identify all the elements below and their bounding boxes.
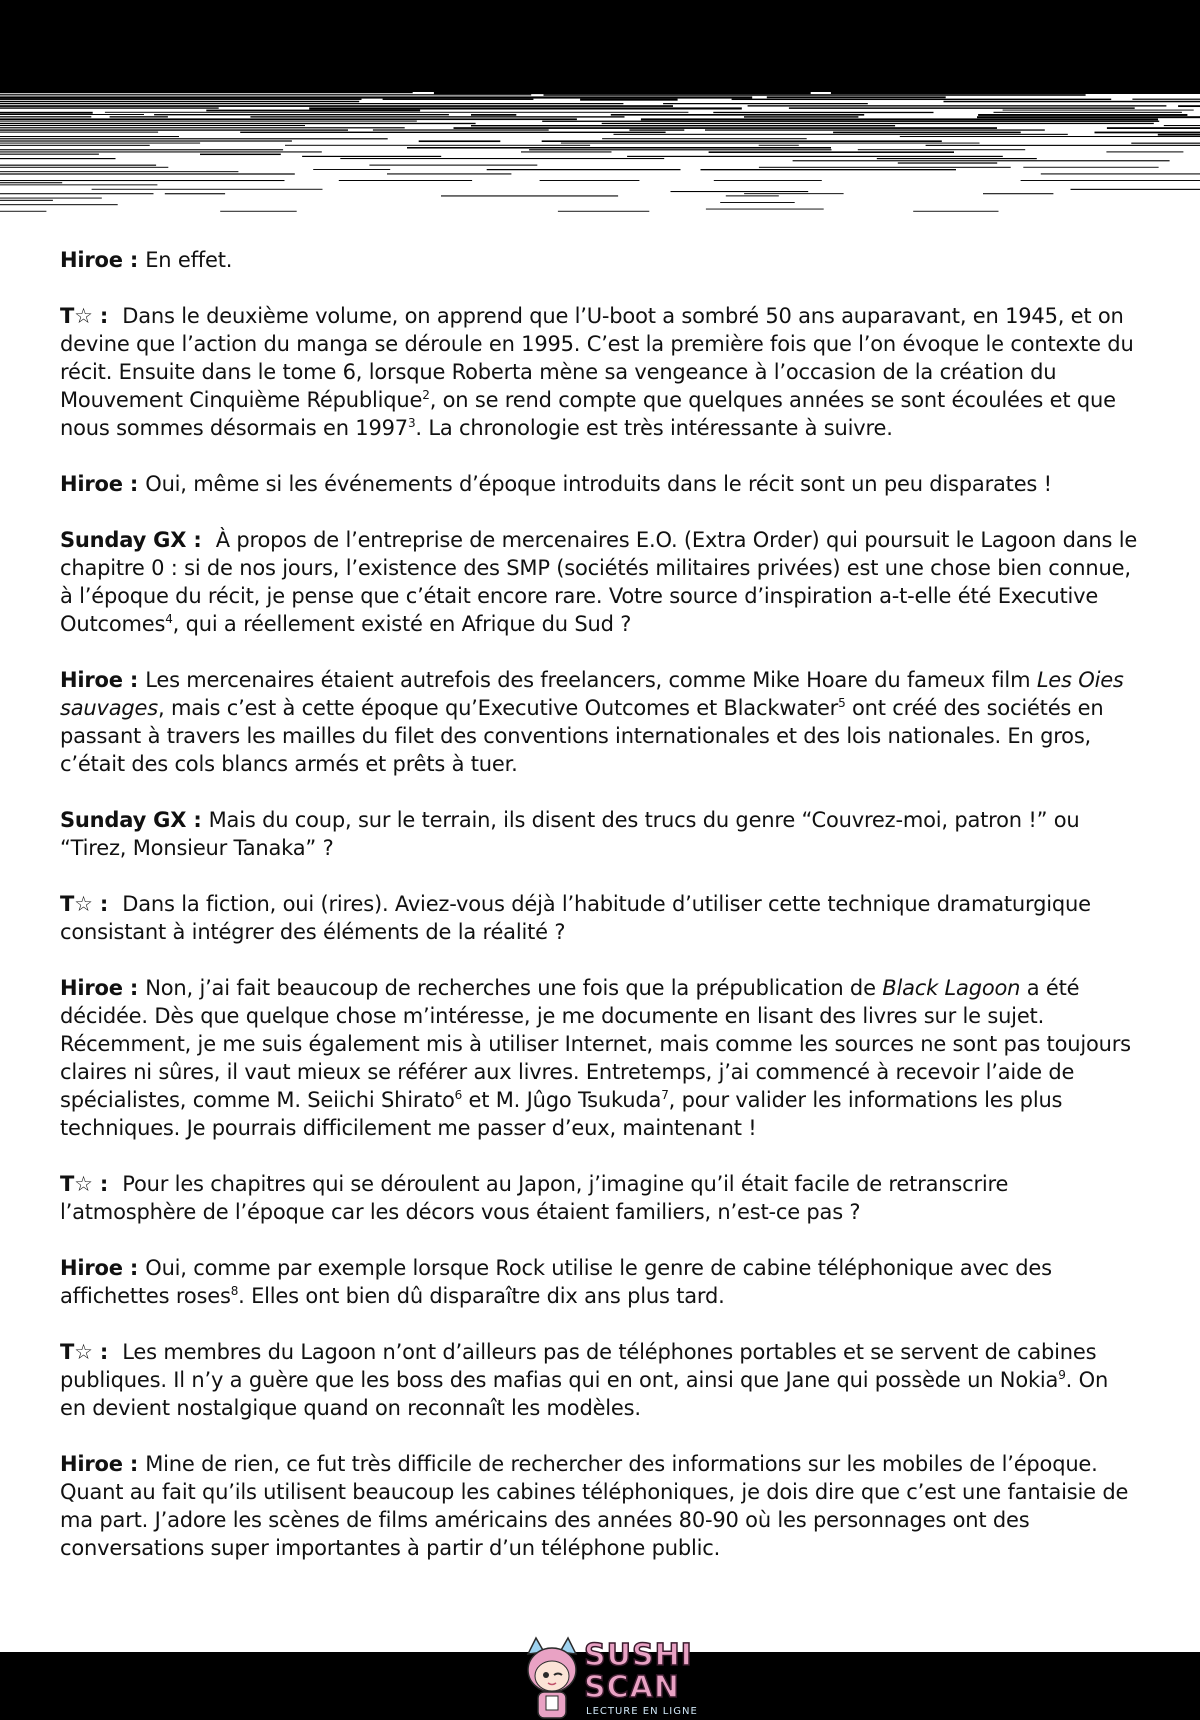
paragraph-text: ont créé des sociétés en passant à travers les mailles du filet des conventions internationales et des lois nationales. En gros, c’était des cols blancs armés et prêts à tuer. xyxy=(60,696,1104,776)
paragraph-text: Non, j’ai fait beaucoup de recherches une fois que la prépublication de xyxy=(145,976,883,1000)
speaker-separator: : xyxy=(122,1452,146,1476)
speaker-separator: : xyxy=(92,1172,123,1196)
speedlines-graphic xyxy=(0,0,1200,215)
speaker-separator: : xyxy=(92,892,123,916)
footnote-marker: 3 xyxy=(407,416,416,430)
paragraph-text: , qui a réellement existé en Afrique du Sud ? xyxy=(172,612,632,636)
speaker-name: Hiroe xyxy=(60,472,123,496)
interview-paragraph xyxy=(60,666,1140,778)
speaker-separator: : xyxy=(122,472,146,496)
speaker-separator: : xyxy=(186,808,209,832)
paragraph-text: Les mercenaires étaient autrefois des freelancers, comme Mike Hoare du fameux film xyxy=(145,668,1037,692)
speaker-separator: : xyxy=(186,528,216,552)
speaker-separator: : xyxy=(122,1256,146,1280)
paragraph-text: , pour valider les informations les plus techniques. Je pourrais difficilement me passer d’eux, maintenant ! xyxy=(60,1088,1063,1140)
speaker-name: T☆ xyxy=(60,304,93,328)
speaker-separator: : xyxy=(122,248,146,272)
paragraph-text: À propos de l’entreprise de mercenaires E.O. (Extra Order) qui poursuit le Lagoon dans le chapitre 0 : si de nos jours, l’existence des SMP (sociétés militaires privées) est une chose bien connue, à l’époque du récit, je pense que c’était encore rare. Votre source d’inspiration a-t-elle été Executive Outcomes xyxy=(60,528,1138,636)
mascot-icon xyxy=(522,1636,582,1720)
interview-paragraph xyxy=(60,302,1140,442)
interview-paragraph xyxy=(60,1338,1140,1422)
interview-paragraph xyxy=(60,1450,1140,1562)
speaker-name: Hiroe xyxy=(60,668,123,692)
paragraph-text: , mais c’est à cette époque qu’Executive Outcomes et Blackwater xyxy=(158,696,839,720)
interview-paragraph xyxy=(60,1254,1140,1310)
paragraph-text: Les membres du Lagoon n’ont d’ailleurs pas de téléphones portables et se servent de cabines publiques. Il n’y a guère que les boss des mafias qui en ont, ainsi que Jane qui possède un Nokia xyxy=(60,1340,1097,1392)
interview-paragraph xyxy=(60,890,1140,946)
speaker-name: Sunday GX xyxy=(60,528,187,552)
paragraph-text: Mine de rien, ce fut très difficile de rechercher des informations sur les mobiles de l’époque. Quant au fait qu’ils utilisent beaucoup les cabines téléphoniques, je dois dire que c’est une fantaisie de ma part. J’adore les scènes de films américains des années 80-90 où les personnages ont des conversations super importantes à partir d’un téléphone public. xyxy=(60,1452,1129,1560)
footnote-marker: 4 xyxy=(165,612,173,626)
paragraph-text: . La chronologie est très intéressante à suivre. xyxy=(415,416,893,440)
footnote-marker: 7 xyxy=(661,1088,669,1102)
paragraph-text: Pour les chapitres qui se déroulent au Japon, j’imagine qu’il était facile de retranscrire l’atmosphère de l’époque car les décors vous étaient familiers, n’est-ce pas ? xyxy=(60,1172,1009,1224)
footnote-marker: 5 xyxy=(838,696,846,710)
work-title: Les Oies sauvages xyxy=(60,668,1124,720)
speaker-name: Hiroe xyxy=(60,248,123,272)
footnote-marker: 2 xyxy=(422,388,430,402)
speaker-separator: : xyxy=(92,1340,123,1364)
header-speedlines xyxy=(0,0,1200,215)
paragraph-text: , on se rend compte que quelques années se sont écoulées et que nous sommes désormais en 1997 xyxy=(60,388,1116,440)
interview-paragraph xyxy=(60,806,1140,862)
footnote-marker: 9 xyxy=(1058,1368,1066,1382)
interview-paragraph xyxy=(60,974,1140,1142)
interview-paragraph xyxy=(60,526,1140,638)
speaker-separator: : xyxy=(122,668,146,692)
footnote-marker: 6 xyxy=(454,1088,463,1102)
paragraph-text: En effet. xyxy=(145,248,233,272)
paragraph-text: . Elles ont bien dû disparaître dix ans plus tard. xyxy=(238,1284,725,1308)
speaker-name: Hiroe xyxy=(60,1452,123,1476)
interview-paragraph xyxy=(60,470,1140,498)
paragraph-text: Oui, comme par exemple lorsque Rock utilise le genre de cabine téléphonique avec des affichettes roses xyxy=(60,1256,1052,1308)
footnote-marker: 8 xyxy=(230,1284,239,1298)
speaker-name: T☆ xyxy=(60,1340,93,1364)
interview-paragraph xyxy=(60,246,1140,274)
speaker-name: T☆ xyxy=(60,892,93,916)
speaker-name: T☆ xyxy=(60,1172,93,1196)
speaker-name: Hiroe xyxy=(60,976,123,1000)
speaker-name: Sunday GX xyxy=(60,808,187,832)
interview-body xyxy=(60,246,1140,1590)
paragraph-text: . On en devient nostalgique quand on reconnaît les modèles. xyxy=(60,1368,1109,1420)
interview-paragraph xyxy=(60,1170,1140,1226)
logo-tagline: LECTURE EN LIGNE xyxy=(586,1706,698,1717)
speaker-separator: : xyxy=(92,304,123,328)
speaker-name: Hiroe xyxy=(60,1256,123,1280)
paragraph-text: et M. Jûgo Tsukuda xyxy=(462,1088,662,1112)
logo-text-sushi: SUSHI xyxy=(584,1638,693,1673)
paragraph-text: Mais du coup, sur le terrain, ils disent des trucs du genre “Couvrez-moi, patron !” ou “Tirez, Monsieur Tanaka” ? xyxy=(60,808,1080,860)
paragraph-text: Dans le deuxième volume, on apprend que l’U-boot a sombré 50 ans auparavant, en 1945, et on devine que l’action du manga se déroule en 1995. C’est la première fois que l’on évoque le contexte du récit. Ensuite dans le tome 6, lorsque Roberta mène sa vengeance à l’occasion de la création du Mouvement Cinquième République xyxy=(60,304,1134,412)
work-title: Black Lagoon xyxy=(882,976,1021,1000)
paragraph-text: a été décidée. Dès que quelque chose m’intéresse, je me documente en lisant des livres sur le sujet. Récemment, je me suis également mis à utiliser Internet, mais comme les sources ne sont pas toujours claires ni sûres, il vaut mieux se référer aux livres. Entretemps, j’ai commencé à recevoir l’aide de spécialistes, comme M. Seiichi Shirato xyxy=(60,976,1131,1112)
paragraph-text: Oui, même si les événements d’époque introduits dans le récit sont un peu disparates ! xyxy=(145,472,1052,496)
paragraph-text: Dans la fiction, oui (rires). Aviez-vous déjà l’habitude d’utiliser cette technique dramaturgique consistant à intégrer des éléments de la réalité ? xyxy=(60,892,1091,944)
speaker-separator: : xyxy=(122,976,146,1000)
logo-text-scan: SCAN xyxy=(584,1670,680,1705)
watermark-logo xyxy=(520,1636,710,1720)
